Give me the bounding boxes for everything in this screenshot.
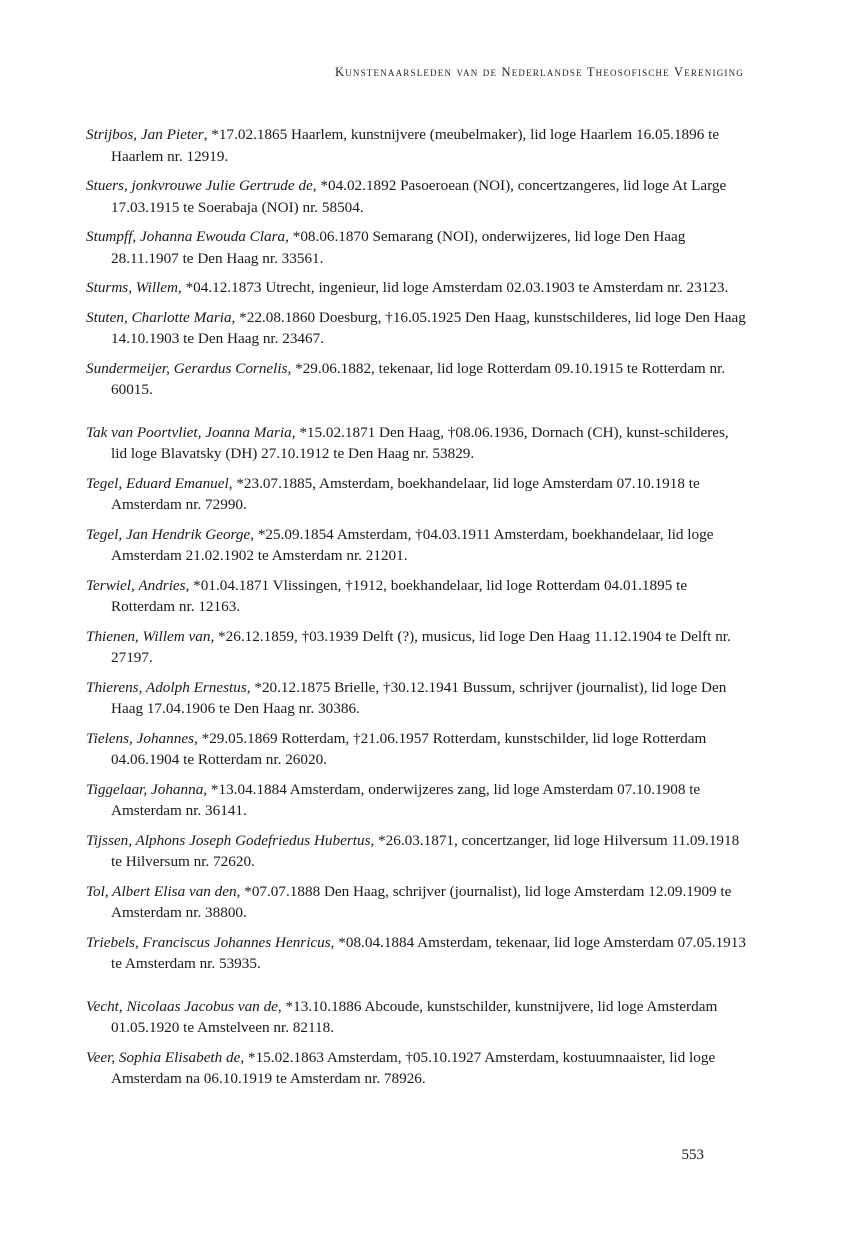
entry-name: Tol, Albert Elisa van den — [86, 882, 237, 900]
entry-name: Sundermeijer, Gerardus Cornelis — [86, 359, 288, 377]
entry-group-s — [86, 124, 746, 401]
entry — [86, 422, 746, 465]
entry-name: Tegel, Jan Hendrik George — [86, 525, 251, 543]
page-number: 553 — [681, 1147, 704, 1163]
entry-details: , *23.07.1885, Amsterdam, boekhandelaar, lid loge Amsterdam 07.10.1918 te Amsterdam nr. 72990. — [111, 474, 700, 513]
entry — [86, 307, 746, 350]
entry-details: , *15.02.1863 Amsterdam, †05.10.1927 Amsterdam, kostuumnaaister, lid loge Amsterdam na 06.10.1919 te Amsterdam nr. 78926. — [111, 1048, 716, 1087]
entry-name: Strijbos, Jan Pieter — [86, 126, 204, 143]
entry-details: , *08.04.1884 Amsterdam, tekenaar, lid loge Amsterdam 07.05.1913 te Amsterdam nr. 53935. — [111, 933, 746, 972]
entry-name: Triebels, Franciscus Johannes Henricus — [86, 933, 331, 951]
entry-details: , *01.04.1871 Vlissingen, †1912, boekhandelaar, lid loge Rotterdam 04.01.1895 te Rotterdam nr. 12163. — [111, 576, 688, 615]
running-header: Kunstenaarsleden van de Nederlandse Theosofische Vereniging — [334, 65, 744, 79]
entry-details: , *26.12.1859, †03.1939 Delft (?), musicus, lid loge Den Haag 11.12.1904 te Delft nr. 27197. — [111, 627, 731, 666]
entry-group-t — [86, 422, 746, 975]
entry — [86, 524, 746, 567]
entry-list — [86, 124, 746, 1098]
entry — [86, 932, 746, 975]
entry — [86, 358, 746, 401]
entry — [86, 626, 746, 669]
entry-details: , *13.10.1886 Abcoude, kunstschilder, kunstnijvere, lid loge Amsterdam 01.05.1920 te Amstelveen nr. 82118. — [111, 997, 718, 1036]
entry — [86, 575, 746, 618]
entry-details: , *04.02.1892 Pasoeroean (NOI), concertzangeres, lid loge At Large 17.03.1915 te Soerabaja (NOI) nr. 58504. — [111, 177, 727, 216]
entry-details: , *26.03.1871, concertzanger, lid loge Hilversum 11.09.1918 te Hilversum nr. 72620. — [111, 831, 740, 870]
entry-name: Thierens, Adolph Ernestus — [86, 678, 247, 696]
entry — [86, 996, 746, 1039]
entry-name: Tiggelaar, Johanna — [86, 780, 204, 798]
entry-name: Veer, Sophia Elisabeth de — [86, 1048, 241, 1066]
entry-name: Thienen, Willem van — [86, 627, 211, 645]
entry-details: , *25.09.1854 Amsterdam, †04.03.1911 Amsterdam, boekhandelaar, lid loge Amsterdam 21.02.1902 te Amsterdam nr. 21201. — [111, 525, 714, 564]
entry-name: Tak van Poortvliet, Joanna Maria — [86, 423, 292, 441]
entry — [86, 175, 746, 218]
entry-name: Terwiel, Andries — [86, 576, 186, 594]
entry — [86, 728, 746, 771]
entry-name: Stumpff, Johanna Ewouda Clara — [86, 228, 286, 245]
entry-details: , *08.06.1870 Semarang (NOI), onderwijzeres, lid loge Den Haag 28.11.1907 te Den Haag nr. 33561. — [111, 228, 686, 267]
entry-name: Vecht, Nicolaas Jacobus van de — [86, 997, 278, 1015]
entry-details: , *22.08.1860 Doesburg, †16.05.1925 Den Haag, kunstschilderes, lid loge Den Haag 14.10.1903 te Den Haag nr. 23467. — [111, 308, 746, 347]
entry — [86, 277, 746, 299]
entry-details: , *29.06.1882, tekenaar, lid loge Rotterdam 09.10.1915 te Rotterdam nr. 60015. — [111, 359, 726, 398]
entry-details: , *29.05.1869 Rotterdam, †21.06.1957 Rotterdam, kunstschilder, lid loge Rotterdam 04.06.1904 te Rotterdam nr. 26020. — [111, 729, 707, 768]
entry — [86, 830, 746, 873]
entry-name: Tegel, Eduard Emanuel — [86, 474, 229, 492]
entry-name: Tielens, Johannes — [86, 729, 194, 747]
entry — [86, 124, 746, 167]
entry — [86, 881, 746, 924]
entry-name: Stuten, Charlotte Maria — [86, 308, 232, 326]
entry — [86, 1047, 746, 1090]
entry — [86, 226, 746, 269]
entry — [86, 677, 746, 720]
entry-details: , *07.07.1888 Den Haag, schrijver (journalist), lid loge Amsterdam 12.09.1909 te Amsterdam nr. 38800. — [111, 882, 732, 921]
entry-details: , *15.02.1871 Den Haag, †08.06.1936, Dornach (CH), kunst-schilderes, lid loge Blavatsky (DH) 27.10.1912 te Den Haag nr. 53829. — [111, 423, 729, 462]
entry-details: , *04.12.1873 Utrecht, ingenieur, lid loge Amsterdam 02.03.1903 te Amsterdam nr. 23123. — [177, 279, 729, 296]
entry-details: , *20.12.1875 Brielle, †30.12.1941 Bussum, schrijver (journalist), lid loge Den Haag 17.04.1906 te Den Haag nr. 30386. — [111, 678, 727, 717]
entry-name: Sturms, Willem — [86, 279, 178, 296]
entry-group-v — [86, 996, 746, 1090]
entry-details: , *13.04.1884 Amsterdam, onderwijzeres zang, lid loge Amsterdam 07.10.1908 te Amsterdam nr. 36141. — [111, 780, 701, 819]
entry-details: , *17.02.1865 Haarlem, kunstnijvere (meubelmaker), lid loge Haarlem 16.05.1896 te Haarlem nr. 12919. — [111, 126, 720, 165]
entry — [86, 779, 746, 822]
entry-name: Stuers, jonkvrouwe Julie Gertrude de — [86, 177, 313, 194]
entry — [86, 473, 746, 516]
entry-name: Tijssen, Alphons Joseph Godefriedus Hubertus — [86, 831, 371, 849]
